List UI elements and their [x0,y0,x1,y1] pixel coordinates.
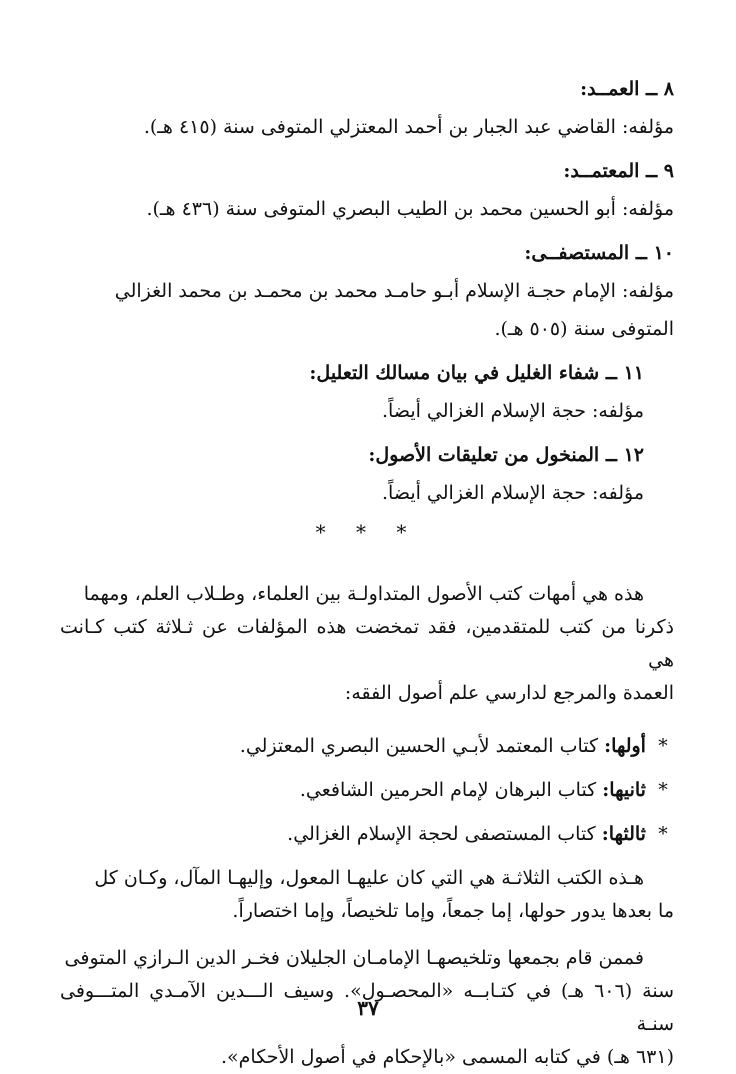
author-label: مؤلفه: [592,482,644,504]
entry-number: ١٠ ــ [635,242,674,264]
entry-title-text: المنخول من تعليقات الأصول: [368,444,600,466]
author-text: حجة الإسلام الغزالي أيضاً. [382,400,586,422]
entry-12-author [60,474,674,512]
bullet-lead: أولها: [604,735,646,757]
author-label: مؤلفه: [622,116,674,138]
paragraph-line: هـذه الكتب الثلاثـة هي التي كان عليهـا المعول، وإليهـا المآل، وكـان كل [94,867,644,889]
paragraph-line: سنة (٦٠٦ هـ) في كتـابــه «المحصـول». وسيف الـــدين الآمـدي المتـــوفى سنـة [60,980,675,1035]
bullet-item [60,724,674,768]
paragraph-two [60,862,674,928]
entry-number: ٨ ــ [646,78,674,100]
section-separator: * * * [315,520,419,544]
paragraph-line: فممن قام بجمعها وتلخيصهـا الإمامـان الجليلان فخـر الدين الـرازي المتوفى [64,947,644,969]
entry-title-text: شفاء الغليل في بيان مسالك التعليل: [309,362,600,384]
intro-line: العمدة والمرجع لدارسي علم أصول الفقه: [344,682,674,704]
bullet-text: كتاب المعتمد لأبـي الحسين البصري المعتزلي. [239,735,599,757]
entry-8-title [60,70,674,108]
entry-number: ٩ ــ [646,160,674,182]
entry-10-author [60,272,674,310]
intro-line: ذكرنا من كتب للمتقدمين، فقد تمخضت هذه المؤلفات عن ثـلاثة كتب كـانت هي [60,616,674,671]
bullet-text: كتاب البرهان لإمام الحرمين الشافعي. [299,779,597,801]
entry-11-title [60,354,674,392]
intro-paragraph [60,578,674,710]
author-text: أبو الحسين محمد بن الطيب البصري المتوفى سنة (٤٣٦ هـ). [146,198,616,220]
page-body [60,70,674,1074]
author-label: مؤلفه: [622,280,674,302]
star-bullet-icon: * [658,779,668,801]
intro-line: هذه هي أمهات كتب الأصول المتداولـة بين العلماء، وطـلاب العلم، ومهما [83,583,644,605]
entry-12-title [60,436,674,474]
author-label: مؤلفه: [622,198,674,220]
author-label: مؤلفه: [592,400,644,422]
entry-title-text: العمــد: [580,78,640,100]
author-text: حجة الإسلام الغزالي أيضاً. [382,482,586,504]
entry-number: ١٢ ــ [605,444,644,466]
entry-11-author [60,392,674,430]
star-bullet-icon: * [658,823,668,845]
page-number: ٣٧ [357,996,379,1020]
bullet-item [60,812,674,856]
paragraph-line: (٦٣١ هـ) في كتابه المسمى «بالإحكام في أصول الأحكام». [221,1046,674,1068]
author-text: القاضي عبد الجبار بن أحمد المعتزلي المتوفى سنة (٤١٥ هـ). [143,116,616,138]
entry-9-title [60,152,674,190]
bullet-lead: ثالثها: [601,823,646,845]
entry-9-author [60,190,674,228]
entry-10-title [60,234,674,272]
paragraph-line: ما بعدها يدور حولها، إما جمعاً، وإما تلخيصاً، وإما اختصاراً. [232,900,674,922]
bullet-text: كتاب المستصفى لحجة الإسلام الغزالي. [287,823,596,845]
bullet-lead: ثانيها: [602,779,646,801]
entry-8-author [60,108,674,146]
entry-10-author-continued: المتوفى سنة (٥٠٥ هـ). [494,318,674,340]
bullet-item [60,768,674,812]
entry-title-text: المستصفــى: [524,242,630,264]
author-text: الإمام حجـة الإسلام أبـو حامـد محمد بن محمـد بن محمد الغزالي [114,280,616,302]
entry-title-text: المعتمــد: [563,160,640,182]
star-bullet-icon: * [658,735,668,757]
entry-number: ١١ ــ [605,362,644,384]
